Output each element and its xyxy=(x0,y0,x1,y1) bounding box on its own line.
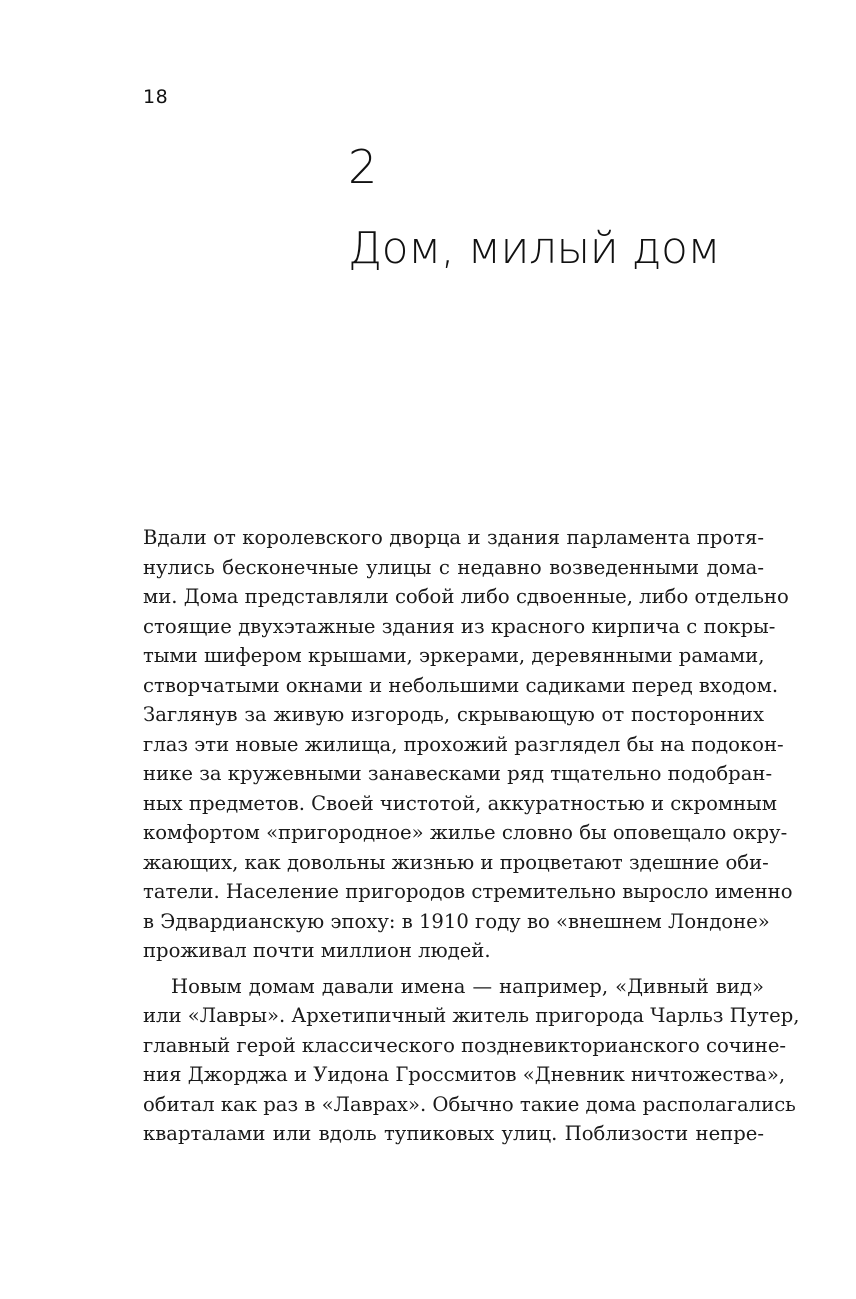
text-line: обитал как раз в «Лаврах». Обычно такие дома располагались xyxy=(143,1092,796,1116)
text-line: Заглянув за живую изгородь, скрывающую от посторонних xyxy=(143,703,764,726)
text-line: нике за кружевными занавесками ряд тщательно подобран- xyxy=(143,762,773,785)
text-line: ми. Дома представляли собой либо сдвоенные, либо отдельно xyxy=(143,585,789,608)
text-line: нулись бесконечные улицы с недавно возведенными дома- xyxy=(143,555,764,579)
paragraph-2 xyxy=(143,972,800,1149)
text-line: стоящие двухэтажные здания из красного кирпича с покры- xyxy=(143,614,776,638)
text-line: жающих, как довольны жизнью и процветают здешние оби- xyxy=(143,850,769,874)
text-line: в Эдвардианскую эпоху: в 1910 году во «внешнем Лондоне» xyxy=(143,909,770,933)
text-line: или «Лавры». Архетипичный житель пригорода Чарльз Путер, xyxy=(143,1004,800,1027)
text-line: тыми шифером крышами, эркерами, деревянными рамами, xyxy=(143,644,765,667)
text-line: комфортом «пригородное» жилье словно бы оповещало окру- xyxy=(143,821,788,844)
text-line: проживал почти миллион людей. xyxy=(143,939,491,962)
text-line: ных предметов. Своей чистотой, аккуратностью и скромным xyxy=(143,791,778,815)
page-number: 18 xyxy=(143,86,169,108)
text-line: Вдали от королевского дворца и здания парламента протя- xyxy=(143,526,764,549)
paragraph-1 xyxy=(143,523,793,966)
text-line: глаз эти новые жилища, прохожий разглядел бы на подокон- xyxy=(143,732,784,756)
text-line: татели. Население пригородов стремительно выросло именно xyxy=(143,880,793,903)
chapter-title: Дом, милый дом xyxy=(348,223,721,274)
chapter-number: 2 xyxy=(348,140,378,194)
text-line: главный герой классического поздневикторианского сочине- xyxy=(143,1033,787,1057)
text-line: Новым домам давали имена — например, «Дивный вид» xyxy=(171,974,764,998)
text-line: створчатыми окнами и небольшими садиками перед входом. xyxy=(143,673,779,697)
text-line: ния Джорджа и Уидона Гроссмитов «Дневник ничтожества», xyxy=(143,1063,786,1086)
text-line: кварталами или вдоль тупиковых улиц. Поблизости непре- xyxy=(143,1122,764,1145)
body-text xyxy=(143,523,800,1149)
